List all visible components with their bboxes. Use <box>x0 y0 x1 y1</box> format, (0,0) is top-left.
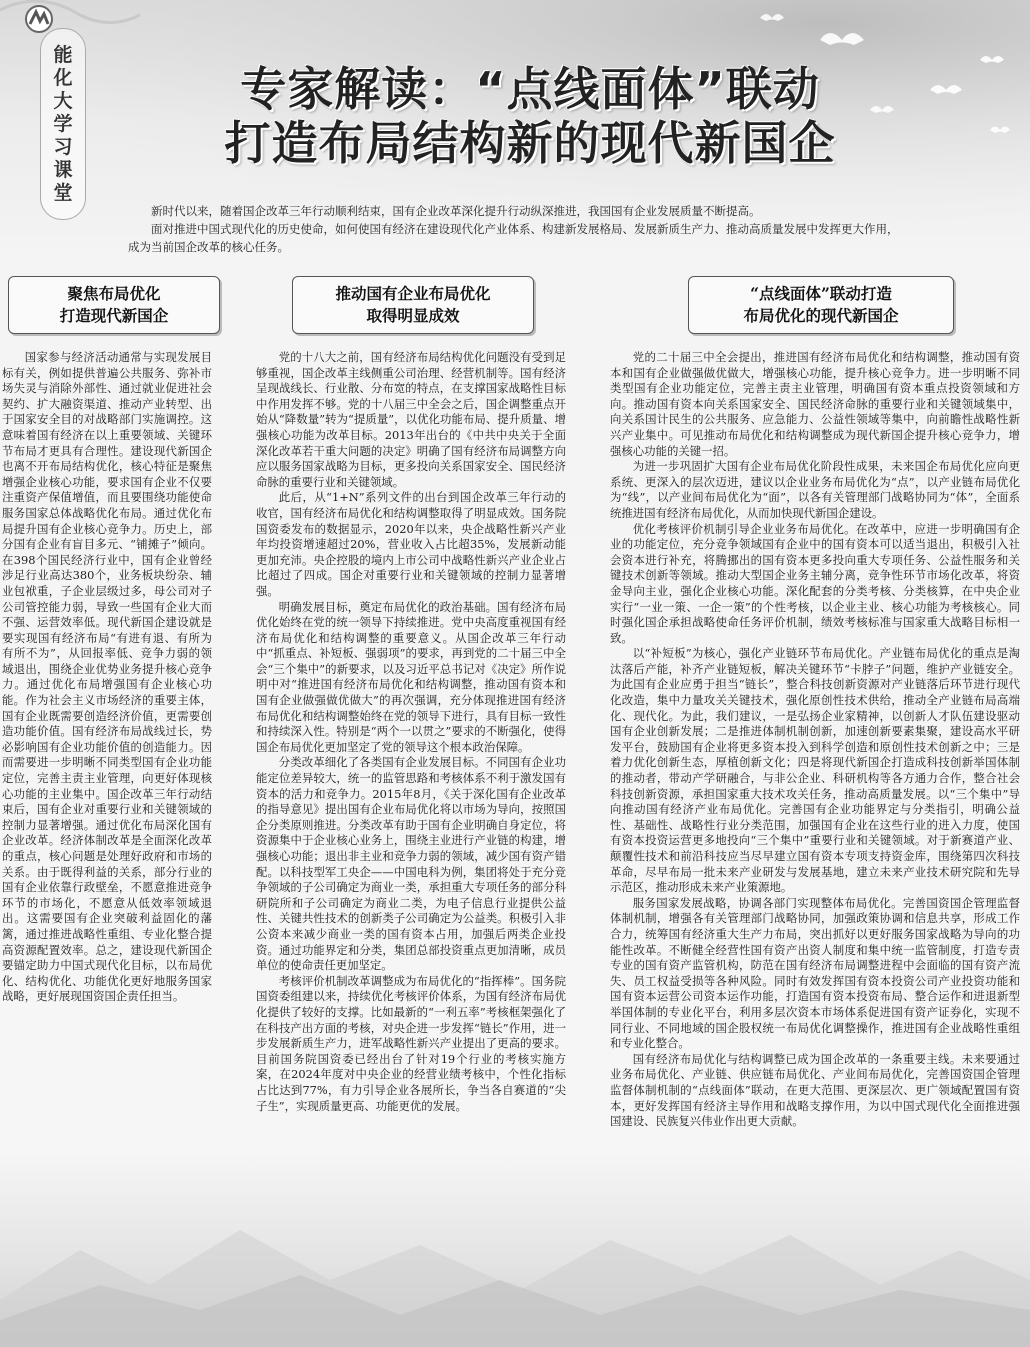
subhead-line: 聚焦布局优化 <box>67 284 161 303</box>
article-paragraph: 党的二十届三中全会提出，推进国有经济布局优化和结构调整，推动国有资本和国有企业做强做优做大，增强核心功能，提升核心竞争力。进一步明晰不同类型国有企业功能定位，完善主责主业管理，明确国有资本重点投资领域和方向。推动国有资本向关系国家安全、国民经济命脉的重要行业和关键领域集中，向关系国计民生的公共服务、应急能力、公益性领域等集中，向前瞻性战略性新兴产业集中。可见推动布局优化和结构调整成为现代新国企提升核心竞争力，增强核心功能的关键一招。 <box>610 350 1020 458</box>
article-paragraph: 国家参与经济活动通常与实现发展目标有关，例如提供普遍公共服务、弥补市场失灵与消除外部性、通过就业促进社会契约、扩大融资渠道、推动产业转型、出于国家安全目的对战略部门实施调控。这意味着国有经济在以上重要领域、关键环节布局才更具有合理性。建设现代新国企也离不开布局结构优化，核心特征是聚焦增强企业核心功能，要求国有企业不仅要注重资产保值增值，而且要围绕功能使命服务国家总体战略优化布局。通过优化布局提升国有企业核心竞争力。历史上，部分国有企业有盲目多元、“铺摊子”倾向。在398个国民经济行业中，国有企业曾经涉足行业高达380个，业务板块纷杂、辅业包袱重，子企业层级过多，母公司对子公司管控能力弱，导致一些国有企业大而不强、运营效率低。现代新国企建设就是要实现国有经济布局“有进有退、有所为有所不为”，从回报率低、竞争力弱的领域退出，围绕企业优势业务提升核心竞争力。通过优化布局增强国有企业核心功能。作为社会主义市场经济的重要主体，国有企业既需要创造经济价值，更需要创造功能价值。国有经济布局战线过长，势必影响国有企业功能价值的创造能力。因而需要进一步明晰不同类型国有企业功能定位，完善主责主业管理，向更好体现核心功能的主业集中。国企改革三年行动结束后，国有企业对重要行业和关键领域的控制力显著增强。通过优化布局深化国有企业改革。经济体制改革是全面深化改革的重点，核心问题是处理好政府和市场的关系。由于既得利益的关系，部分行业的国有企业依靠行政壁垒，不愿意推进竞争环节的市场化，不愿意从低效率领域退出。这需要国有企业突破利益固化的藩篱，通过推进战略性重组、专业化整合提高资源配置效率。总之，建设现代新国企要锚定助力中国式现代化目标，以布局优化、结构优化、功能优化更好地服务国家战略，更好展现国资国企责任担当。 <box>2 350 212 1004</box>
lead-sentence: 新时代以来，随着国企改革三年行动顺利结束，国有企业改革深化提升行动纵深推进，我国国有企业发展质量不断提高。 <box>151 204 761 218</box>
article-paragraph: 优化考核评价机制引导企业业务布局优化。在改革中，应进一步明确国有企业的功能定位，充分竞争领域国有企业中的国有资本可以适当退出，积极引入社会资本进行补充，将腾挪出的国有资本更多投向重大专项任务、公益性服务和关键技术创新等领域。推动大型国企业务主辅分离，竞争性环节市场化改革，将资金导向主业，强化企业核心功能。深化配套的分类考核、分类核算，在中央企业实行“一业一策、一企一策”的个性考核，以企业主业、核心功能为考核核心。同时强化国企承担战略使命任务评价机制，绩效考核标准与国家重大战略目标相一致。 <box>610 521 1020 645</box>
article-paragraph: 考核评价机制改革调整成为布局优化的“指挥棒”。国务院国资委组建以来，持续优化考核评价体系，为国有经济布局优化提供了较好的支撑。比如最新的“一利五率”考核框架强化了在科技产出方面的考核，对央企进一步发挥“链长”作用，进一步发展新质生产力，进军战略性新兴产业提出了更高的要求。目前国务院国资委已经出台了针对19个行业的考核实施方案，在2024年度对中央企业的经营业绩考核中，个性化指标占比达到77%，有力引导企业各展所长，争当各自赛道的“尖子生”，实现质量更高、功能更优的发展。 <box>256 973 566 1113</box>
column-label-text: 能化大学习课堂 <box>53 43 73 204</box>
article-column-3 <box>610 350 1020 1335</box>
subhead-line: 布局优化的现代新国企 <box>743 306 899 325</box>
headline <box>100 62 960 170</box>
article-paragraph: 党的十八大之前，国有经济布局结构优化问题没有受到足够重视，国企改革主线侧重公司治理、经营机制等。国有经济呈现战线长、行业散、分布宽的特点，在支撑国家战略性目标中作用发挥不够。党的十八届三中全会之后，国企调整重点开始从“降数量”转为“提质量”，以优化功能布局、提升质量、增强核心功能为改革目标。2013年出台的《中共中央关于全面深化改革若干重大问题的决定》明确了国有经济布局调整方向应以服务国家战略为目标，更多投向关系国家安全、国民经济命脉的重要行业和关键领域。 <box>256 350 566 489</box>
subhead-line: 打造现代新国企 <box>59 306 169 325</box>
headline-line-2: 打造布局结构新的现代新国企 <box>224 116 836 170</box>
subhead-box-2 <box>292 276 534 334</box>
subhead-box-3 <box>688 276 954 334</box>
article-paragraph: 国有经济布局优化与结构调整已成为国企改革的一条重要主线。未来要通过业务布局优化、产业链、供应链布局优化、产业间布局优化，完善国资国企管理监督体制机制的“点线面体”联动，在更大范围、更深层次、更广领域配置国有资本，更好发挥国有经济主导作用和战略支撑作用，为以中国式现代化全面推进强国建设、民族复兴伟业作出更大贡献。 <box>610 1051 1020 1129</box>
article-paragraph: 服务国家发展战略，协调各部门实现整体布局优化。完善国资国企管理监督体制机制，增强各有关管理部门战略协同，加强政策协调和信息共享，形成工作合力，统筹国有经济重大生产力布局，突出抓好以更好服务国家战略为导向的功能性改革。不断健全经营性国有资产出资人制度和集中统一监管制度，打造专责专业的国有资产监管机构，防范在国有经济布局调整进程中会面临的国有资产流失、员工权益受损等各种风险。同时有效发挥国有资本投资公司产业投资功能和国有资本运营公司资本运作功能，打造国有资本投资布局、整合运作和进退新型举国体制的专业化平台，利用多层次资本市场体系促进国有资产证券化，实现不同行业、不同地域的国企股权统一布局优化调整操作，推进国有企业战略性重组和专业化整合。 <box>610 895 1020 1051</box>
article-paragraph: 以“补短板”为核心，强化产业链环节布局优化。产业链布局优化的重点是淘汰落后产能，补齐产业链短板，解决关键环节“卡脖子”问题，维护产业链安全。为此国有企业应勇于担当“链长”，整合科技创新资源对产业链落后环节进行现代化改造，集中力量攻关关键技术，强化原创性技术供给，推动全产业链布局高端化、现代化。为此，我们建议，一是弘扬企业家精神，以创新人才队伍建设驱动国有企业创新发展；二是推进体制机制创新，加速创新要素集聚，建设高水平研发平台，鼓励国有企业将更多资本投入到科学创造和原创性技术创新之中；三是着力优化创新生态，厚植创新文化；四是将现代新国企打造成科技创新举国体制的推动者，带动产学研融合，与非公企业、科研机构等各方通力合作，整合社会科技创新资源，承担国家重大技术攻关任务，推动高质量发展。以“三个集中”导向推动国有经济产业布局优化。完善国有企业功能界定与分类指引，明确公益性、基础性、战略性行业分类范围，加强国有企业在这些行业的进入力度，使国有资本投资运营更多地投向“三个集中”重要行业和关键领域。对于新赛道产业、颠覆性技术和前沿科技应当尽早建立国有资本专项支持资金库，围绕第四次科技革命，尽早布局一批未来产业研发与发展基地，建立未来产业技术研究院和先导示范区，推动形成未来产业策源地。 <box>610 646 1020 895</box>
subhead-line: 取得明显成效 <box>366 306 460 325</box>
column-label <box>40 28 86 220</box>
headline-line-1: 专家解读：“点线面体”联动 <box>240 62 820 116</box>
article-column-1 <box>2 350 212 1335</box>
lead-paragraph <box>128 202 903 256</box>
subhead-box-1 <box>8 276 220 334</box>
article-paragraph: 此后，从“1+N”系列文件的出台到国企改革三年行动的收官，国有经济布局优化和结构调整取得了明显成效。国务院国资委发布的数据显示，2020年以来，央企战略性新兴产业年均投资增速超过20%，营业收入占比超35%，发展新动能更加充沛。央企控股的境内上市公司中战略性新兴产业企业占比超过了四成。国企对重要行业和关键领域的控制力显著增强。 <box>256 490 566 598</box>
subhead-line: “点线面体”联动打造 <box>750 284 892 303</box>
subhead-line: 推动国有企业布局优化 <box>335 284 491 303</box>
article-column-2 <box>256 350 566 1335</box>
article-paragraph: 明确发展目标，奠定布局优化的政治基础。国有经济布局优化始终在党的统一领导下持续推进。党中央高度重视国有经济布局优化和结构调整的重要意义。从国企改革三年行动中“抓重点、补短板、强弱项”的要求，再到党的二十届三中全会“三个集中”的新要求，以及习近平总书记对《决定》所作说明中对“推进国有经济布局优化和结构调整，推动国有资本和国有企业做强做优做大”的再次强调，充分体现推进国有经济布局优化和结构调整始终在党的领导下进行，具有目标一致性和持续深入性。特别是“两个一以贯之”要求的不断强化，使得国企布局优化更加坚定了党的领导这个根本政治保障。 <box>256 599 566 754</box>
lead-sentence: 面对推进中国式现代化的历史使命，如何使国有经济在建设现代化产业体系、构建新发展格局、发展新质生产力、推动高质量发展中发挥更大作用，成为当前国企改革的核心任务。 <box>128 222 899 254</box>
article-paragraph: 为进一步巩固扩大国有企业布局优化阶段性成果，未来国企布局优化应向更系统、更深入的层次迈进，建议以企业业务布局优化为“点”，以产业链布局优化为“线”，以产业间布局优化为“面”，以各有关管理部门战略协同为“体”，全面系统推进国有经济布局优化，从而加快现代新国企建设。 <box>610 459 1020 520</box>
article-paragraph: 分类改革细化了各类国有企业发展目标。不同国有企业功能定位差异较大，统一的监管思路和考核体系不利于激发国有资本的活力和竞争力。2015年8月，《关于深化国有企业改革的指导意见》提出国有企业布局优化将以市场为导向，按照国企分类原则推进。分类改革有助于国有企业明确自身定位，将资源集中于企业核心业务上，围绕主业进行产业链的构建，增强核心功能；退出非主业和竞争力弱的领域，减少国有资产错配。以科技型军工央企——中国电科为例，集团将处于充分竞争领域的子公司确定为商业一类，承担重大专项任务的部分科研院所和子公司确定为商业二类，为电子信息行业提供公益性、关键共性技术的创新类子公司确定为公益类。积极引入非公资本来减少商业一类的国有资本占用，加强后两类企业投资。通过功能界定和分类，集团总部投资重点更加清晰，成员单位的使命责任更加坚定。 <box>256 755 566 973</box>
